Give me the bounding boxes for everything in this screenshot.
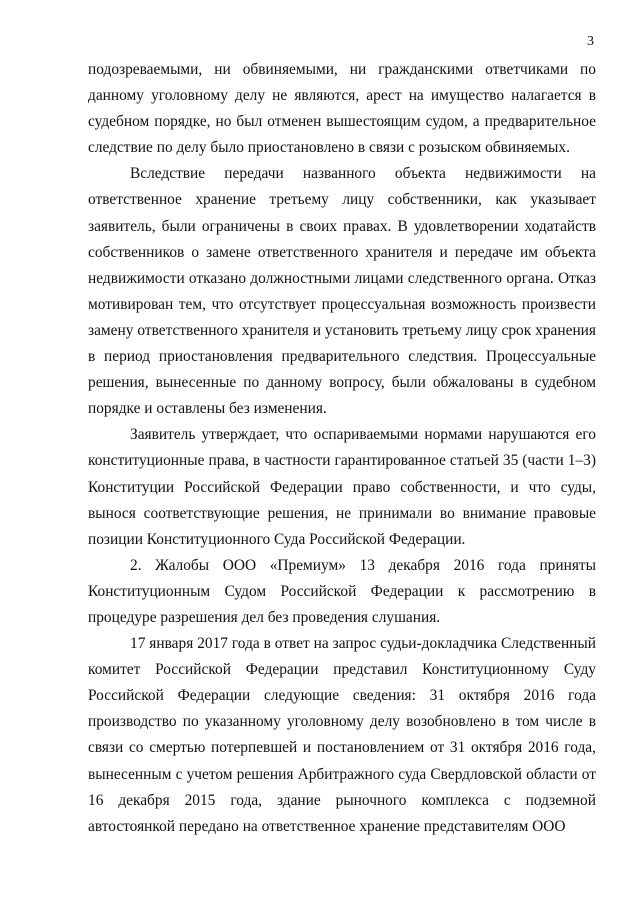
paragraph-claim: Заявитель утверждает, что оспариваемыми нормами нарушаются его конституционные права, в частности гарантированное статьей 35 (части 1–3) Конституции Российской Федерации право собственности, и что суды, вынося соответствующие решения, не принимали во внимание правовые позиции Конституционного Суда Российской Федерации. [88,426,596,548]
page-number: 3 [587,34,594,49]
paragraph-continuation: подозреваемыми, ни обвиняемыми, ни гражданскими ответчиками по данному уголовному делу не являются, арест на имущество налагается в судебном порядке, но был отменен вышестоящим судом, а предварительное следствие по делу было приостановлено в связи с розыском обвиняемых. [88,61,596,157]
document-body [88,57,596,840]
paragraph-item-2: 2. Жалобы ООО «Премиум» 13 декабря 2016 года приняты Конституционным Судом Российской Федерации к рассмотрению в процедуре разрешения дел без проведения слушания. [88,556,596,626]
paragraph-transfer: Вследствие передачи названного объекта недвижимости на ответственное хранение третьему лицу собственники, как указывает заявитель, были ограничены в своих правах. В удовлетворении ходатайств собственников о замене ответственного хранителя и передаче им объекта недвижимости отказано должностными лицами следственного органа. Отказ мотивирован тем, что отсутствует процессуальная возможность произвести замену ответственного хранителя и установить третьему лицу срок хранения в период приостановления предварительного следствия. Процессуальные решения, вынесенные по данному вопросу, были обжалованы в судебном порядке и оставлены без изменения. [88,165,596,418]
paragraph-response: 17 января 2017 года в ответ на запрос судьи-докладчика Следственный комитет Российской Федерации представил Конституционному Суду Российской Федерации следующие сведения: 31 октября 2016 года производство по указанному уголовному делу возобновлено в том числе в связи со смертью потерпевшей и постановлением от 31 октября 2016 года, вынесенным с учетом решения Арбитражного суда Свердловской области от 16 декабря 2015 года, здание рыночного комплекса с подземной автостоянкой передано на ответственное хранение представителям ООО [88,635,596,835]
